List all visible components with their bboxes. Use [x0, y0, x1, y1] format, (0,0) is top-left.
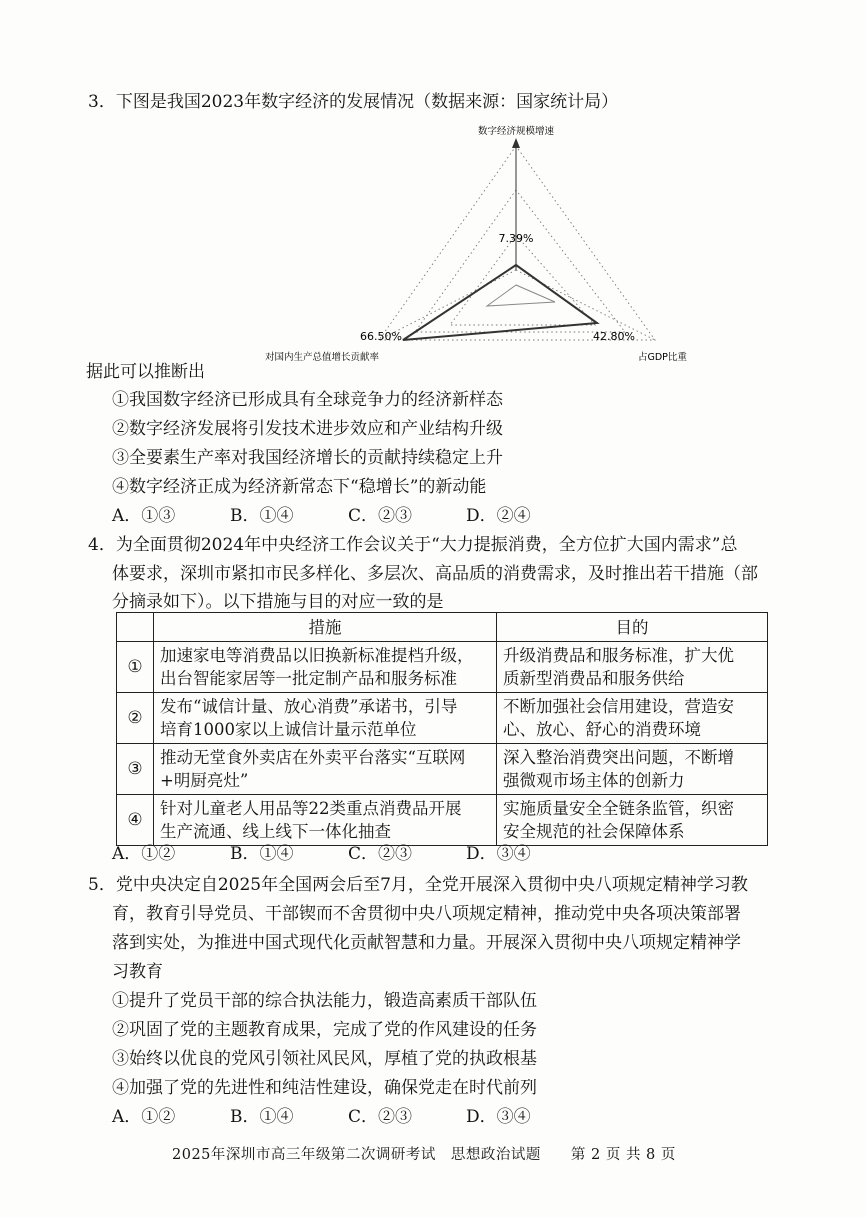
- q3-item-3: ③全要素生产率对我国经济增长的贡献持续稳定上升: [112, 448, 503, 468]
- q5-choice-b[interactable]: B．①④: [230, 1107, 294, 1127]
- row-measure: 推动无堂食外卖店在外卖平台落实“互联网 +明厨亮灶”: [154, 744, 497, 795]
- q4-choice-b[interactable]: B．①④: [230, 844, 294, 864]
- q5-item-2: ②巩固了党的主题教育成果，完成了党的作风建设的任务: [112, 1020, 537, 1040]
- q5-choices: [112, 1103, 531, 1132]
- data-polygon: [403, 265, 597, 340]
- q5-stem-line1: 5．党中央决定自2025年全国两会后至7月，全党开展深入贯彻中央八项规定精神学习教: [88, 875, 748, 895]
- header-measure: 措施: [154, 613, 497, 642]
- val-right: 42.80%: [593, 330, 635, 343]
- row-measure: 针对儿童老人用品等22类重点消费品开展 生产流通、线上线下一体化抽查: [154, 795, 497, 846]
- q4-stem-line3: 分摘录如下）。以下措施与目的对应一致的是: [112, 592, 444, 612]
- inner-triangle: [487, 285, 555, 306]
- val-left: 66.50%: [360, 330, 402, 343]
- table-row: [117, 795, 768, 846]
- row-purpose: 不断加强社会信用建设，营造安 心、放心、舒心的消费环境: [497, 693, 768, 744]
- q5-choice-c[interactable]: C．②③: [348, 1107, 413, 1127]
- row-purpose: 深入整治消费突出问题，不断增 强微观市场主体的创新力: [497, 744, 768, 795]
- row-num: ③: [117, 744, 154, 795]
- axis-left-label: 对国内生产总值增长贡献率: [265, 352, 380, 363]
- axis-right-label: 占GDP比重: [638, 352, 687, 363]
- row-measure: 发布“诚信计量、放心消费”承诺书，引导 培育1000家以上诚信计量示范单位: [154, 693, 497, 744]
- row-num: ④: [117, 795, 154, 846]
- q5-stem-line4: 习教育: [112, 962, 163, 982]
- q3-choice-d[interactable]: D．②④: [466, 506, 531, 526]
- axis-top-label: 数字经济规模增速: [477, 126, 555, 137]
- row-num: ②: [117, 693, 154, 744]
- radar-chart: [255, 120, 705, 370]
- axis-arrow-icon: [512, 138, 520, 148]
- q3-choices: [112, 502, 531, 531]
- table-row: [117, 642, 768, 693]
- q5-item-3: ③始终以优良的党风引领社风民风，厚植了党的执政根基: [112, 1049, 537, 1069]
- q3-item-1: ①我国数字经济已形成具有全球竞争力的经济新样态: [112, 390, 503, 410]
- val-top: 7.39%: [498, 232, 534, 245]
- q3-stem: 3．下图是我国2023年数字经济的发展情况（数据来源：国家统计局）: [88, 92, 619, 112]
- q4-stem-line2: 体要求，深圳市紧扣市民多样化、多层次、高品质的消费需求，及时推出若干措施（部: [112, 564, 758, 584]
- measures-table: [116, 612, 768, 846]
- q5-choice-d[interactable]: D．③④: [466, 1107, 531, 1127]
- q5-item-1: ①提升了党员干部的综合执法能力，锻造高素质干部队伍: [112, 991, 537, 1011]
- q4-choices: [112, 840, 531, 869]
- q3-choice-a[interactable]: A．①③: [112, 506, 176, 526]
- row-purpose: 升级消费品和服务标准，扩大优 质新型消费品和服务供给: [497, 642, 768, 693]
- table-row: [117, 744, 768, 795]
- page-footer: 2025年深圳市高三年级第二次调研考试 思想政治试题 第 2 页 共 8 页: [172, 1147, 676, 1163]
- q4-choice-c[interactable]: C．②③: [348, 844, 413, 864]
- row-measure: 加速家电等消费品以旧换新标准提档升级， 出台智能家居等一批定制产品和服务标准: [154, 642, 497, 693]
- header-purpose: 目的: [497, 613, 768, 642]
- q5-item-4: ④加强了党的先进性和纯洁性建设，确保党走在时代前列: [112, 1078, 537, 1098]
- q3-item-2: ②数字经济发展将引发技术进步效应和产业结构升级: [112, 419, 503, 439]
- q5-choice-a[interactable]: A．①②: [112, 1107, 176, 1127]
- q3-choice-b[interactable]: B．①④: [230, 506, 294, 526]
- table-header-row: [117, 613, 768, 642]
- q3-lead: 据此可以推断出: [86, 362, 205, 382]
- q4-choice-d[interactable]: D．③④: [466, 844, 531, 864]
- q3-choice-c[interactable]: C．②③: [348, 506, 413, 526]
- q3-item-4: ④数字经济正成为经济新常态下“稳增长”的新动能: [112, 477, 487, 497]
- row-num: ①: [117, 642, 154, 693]
- row-purpose: 实施质量安全全链条监管，织密 安全规范的社会保障体系: [497, 795, 768, 846]
- table-row: [117, 693, 768, 744]
- q4-choice-a[interactable]: A．①②: [112, 844, 176, 864]
- q5-stem-line3: 落到实处，为推进中国式现代化贡献智慧和力量。开展深入贯彻中央八项规定精神学: [112, 933, 741, 953]
- q5-stem-line2: 育，教育引导党员、干部锲而不舍贯彻中央八项规定精神，推动党中央各项决策部署: [112, 904, 741, 924]
- q4-stem-line1: 4．为全面贯彻2024年中央经济工作会议关于“大力提振消费，全方位扩大国内需求”总: [88, 535, 738, 555]
